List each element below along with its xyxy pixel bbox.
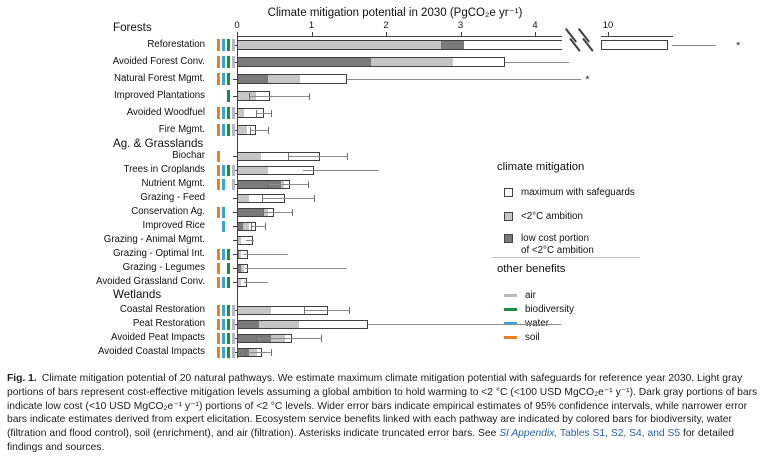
legend-swatch (504, 234, 513, 243)
error-bar-cap (308, 181, 309, 188)
pathway-label: Trees in Croplands (123, 164, 205, 175)
x-axis-tick-label: 0 (234, 20, 240, 31)
benefit-tick-air (232, 124, 235, 136)
benefit-tick-soil (217, 277, 220, 288)
error-bar-cap (309, 93, 310, 100)
benefit-tick-soil (217, 319, 220, 330)
pathway-label: Grazing - Feed (140, 192, 205, 203)
pathway-label: Coastal Restoration (119, 304, 205, 315)
caption-link[interactable]: Tables S1, S2, S4, and S5 (559, 428, 681, 440)
bar-max (601, 40, 668, 50)
x-axis-tick (386, 32, 387, 36)
benefit-tick-water (222, 107, 225, 119)
error-bar (246, 240, 254, 241)
benefit-tick-water (222, 56, 225, 68)
legend-air-swatch (504, 294, 517, 297)
benefit-tick-biodiversity (227, 263, 230, 274)
bar-ambition (238, 195, 249, 202)
x-axis-tick-label: 2 (383, 20, 389, 31)
error-bar-cap (304, 307, 305, 314)
pathway-label: Peat Restoration (132, 318, 205, 329)
benefit-tick-biodiversity (227, 56, 230, 68)
benefit-tick-biodiversity (227, 319, 230, 330)
pathway-label: Reforestation (147, 39, 205, 50)
benefit-tick-air (232, 39, 235, 51)
bar-lowcost (238, 265, 241, 272)
benefit-tick-air (232, 305, 235, 316)
benefit-tick-biodiversity (227, 124, 230, 136)
pathway-label: Conservation Ag. (131, 206, 205, 217)
x-axis-line (601, 36, 673, 37)
benefit-tick-biodiversity (227, 249, 230, 260)
bar-lowcost (238, 223, 243, 230)
benefit-tick-biodiversity (227, 165, 230, 176)
legend-climate-title: climate mitigation (497, 161, 585, 173)
pathway-label: Fire Mgmt. (158, 124, 205, 135)
figure-caption (7, 372, 761, 455)
error-bar-cap (321, 335, 322, 342)
error-bar-cap (246, 349, 247, 356)
benefit-tick-water (222, 207, 225, 218)
x-axis-tick-label: 10 (602, 20, 614, 31)
error-bar-cap (251, 223, 252, 230)
error-bar (263, 212, 292, 213)
x-axis-line (237, 36, 562, 37)
benefit-tick-water (222, 73, 225, 85)
error-bar-cap (263, 209, 264, 216)
error-bar-cap (314, 195, 315, 202)
x-axis-tick-label: 4 (532, 20, 538, 31)
error-bar-cap (265, 223, 266, 230)
error-bar (256, 338, 322, 339)
benefit-tick-biodiversity (227, 347, 230, 358)
error-bar-cap (268, 181, 269, 188)
x-axis-tick (535, 32, 536, 36)
benefit-tick-soil (217, 73, 220, 85)
benefit-tick-water (222, 333, 225, 344)
error-bar (250, 130, 268, 131)
legend-item-label: <2°C ambition (521, 211, 583, 222)
group-header: Forests (113, 21, 152, 34)
error-bar-cap (347, 153, 348, 160)
benefit-tick-air (232, 179, 235, 190)
x-axis-tick (237, 32, 238, 36)
error-bar (246, 352, 271, 353)
bar-lowcost (238, 209, 263, 216)
benefit-tick-biodiversity (227, 73, 230, 85)
pathway-label: Avoided Coastal Impacts (98, 346, 205, 357)
error-bar (288, 156, 347, 157)
legend-item-label: air (525, 290, 536, 301)
benefit-tick-water (222, 347, 225, 358)
bar-ambition (238, 126, 247, 134)
error-bar (268, 184, 308, 185)
caption-fig-number: Fig. 1. (7, 373, 37, 384)
error-bar (304, 310, 349, 311)
x-axis-tick-label: 1 (308, 20, 315, 31)
bar-lowcost (238, 75, 268, 83)
bar-max (237, 320, 368, 329)
benefit-tick-water (222, 277, 225, 288)
pathway-label: Avoided Peat Impacts (110, 332, 205, 343)
benefit-tick-soil (217, 124, 220, 136)
benefit-tick-biodiversity (227, 39, 230, 51)
error-bar-cap (256, 335, 257, 342)
legend-benefits-title: other benefits (497, 263, 566, 275)
benefit-tick-biodiversity (227, 333, 230, 344)
benefit-tick-air (232, 165, 235, 176)
error-bar-cap (292, 209, 293, 216)
benefit-tick-water (222, 179, 225, 190)
legend-soil-swatch (504, 336, 517, 339)
benefit-tick-biodiversity (227, 277, 230, 288)
benefit-tick-soil (217, 347, 220, 358)
benefit-tick-soil (217, 107, 220, 119)
error-bar (244, 282, 268, 283)
error-bar-cap (250, 127, 251, 134)
error-bar (505, 62, 568, 63)
benefit-tick-soil (217, 179, 220, 190)
group-header: Wetlands (113, 288, 162, 301)
x-axis-tick (312, 32, 313, 36)
error-bar (303, 170, 379, 171)
benefit-tick-water (222, 221, 225, 232)
truncation-asterisk: * (736, 40, 741, 52)
error-bar-cap (288, 153, 289, 160)
pathway-label: Grazing - Legumes (122, 262, 205, 273)
error-bar-cap (249, 93, 250, 100)
chart-title: Climate mitigation potential in 2030 (PgCO₂e yr⁻¹) (267, 7, 523, 19)
bar-ambition (238, 279, 241, 286)
bar-lowcost (238, 58, 371, 66)
benefit-tick-water (222, 124, 225, 136)
legend-biodiversity-swatch (504, 308, 517, 311)
legend-divider (492, 257, 640, 258)
error-bar-cap (349, 307, 350, 314)
pathway-label: Grazing - Animal Mgmt. (103, 234, 205, 245)
benefit-tick-soil (217, 305, 220, 316)
bar-ambition (238, 109, 244, 117)
benefit-tick-soil (217, 151, 220, 162)
benefit-tick-water (222, 249, 225, 260)
bar-ambition (238, 41, 464, 49)
legend-swatch (504, 188, 513, 197)
benefit-tick-soil (217, 263, 220, 274)
benefit-tick-soil (217, 249, 220, 260)
bar-ambition (238, 153, 261, 160)
benefit-tick-soil (217, 39, 220, 51)
pathway-label: Avoided Forest Conv. (112, 56, 205, 67)
error-bar-cap (271, 110, 272, 117)
benefit-tick-soil (217, 333, 220, 344)
bar-ambition (238, 237, 241, 244)
x-axis-tick (461, 32, 462, 36)
pathway-label: Nutrient Mgmt. (141, 178, 205, 189)
error-bar-cap (256, 110, 257, 117)
legend-item-label: biodiversity (525, 304, 575, 315)
error-bar (243, 254, 288, 255)
benefit-tick-air (232, 107, 235, 119)
pathway-label: Improved Plantations (113, 90, 205, 101)
benefit-tick-soil (217, 56, 220, 68)
error-bar-cap (271, 349, 272, 356)
x-axis-tick (608, 32, 609, 36)
pathway-label: Biochar (172, 150, 205, 161)
legend-item-label: low cost portion of <2°C ambition (521, 233, 594, 256)
caption-text: for detailed findings and sources. (7, 428, 734, 453)
bar-lowcost (441, 41, 464, 49)
bar-lowcost (238, 251, 239, 258)
bar-ambition (238, 307, 271, 314)
truncation-asterisk: * (585, 74, 590, 86)
benefit-tick-biodiversity (227, 107, 230, 119)
group-header: Ag. & Grasslands (113, 137, 204, 150)
error-bar (368, 324, 561, 325)
error-bar (262, 198, 314, 199)
caption-link[interactable]: SI Appendix, (499, 428, 558, 440)
pathway-label: Grazing - Optimal Int. (112, 248, 205, 259)
error-bar (245, 268, 347, 269)
legend-item-label: soil (525, 332, 540, 343)
benefit-tick-soil (217, 165, 220, 176)
pathway-label: Avoided Grassland Conv. (96, 276, 205, 287)
bar-max (237, 40, 562, 50)
error-bar-cap (268, 127, 269, 134)
bar-lowcost (238, 321, 259, 328)
pathway-label: Avoided Woodfuel (126, 107, 205, 118)
error-bar (347, 79, 581, 80)
caption-text: Climate mitigation potential of 20 natural pathways. We estimate maximum climate mitigation potential with safeguards for reference year 2030. Light gray portions of bars represent cost-effective mitigation levels assuming a global ambition to hold warming to <2 °C (<100 USD MgCO₂e⁻¹ y⁻¹). Dark gray portions of bars indicate low cost (<10 USD MgCO₂e⁻¹ y⁻¹) portions of <2 °C levels. Wider error bars indicate empirical estimates of 95% confidence intervals, while narrower error bars indicate estimates derived from expert elicitation. Ecosystem service benefits linked with each pathway are indicated by colored bars for biodiversity, water (filtration and flood control), soil (enrichment), and air (filtration). Asterisks indicate truncated error bars. See (7, 373, 758, 440)
pathway-label: Natural Forest Mgmt. (114, 73, 205, 84)
benefit-tick-soil (217, 207, 220, 218)
error-bar (249, 96, 309, 97)
benefit-tick-water (222, 165, 225, 176)
benefit-tick-water (222, 319, 225, 330)
pathway-label: Improved Rice (142, 220, 205, 231)
bar-max (237, 57, 505, 67)
benefit-tick-air (232, 333, 235, 344)
x-axis-tick-label: 3 (457, 20, 464, 31)
legend-swatch (504, 212, 513, 221)
benefit-tick-water (222, 305, 225, 316)
benefit-tick-air (232, 347, 235, 358)
benefit-tick-air (232, 56, 235, 68)
legend-item-label: maximum with safeguards (521, 187, 635, 198)
error-bar-cap (262, 195, 263, 202)
error-bar (251, 226, 264, 227)
benefit-tick-biodiversity (227, 90, 230, 102)
error-bar (256, 113, 272, 114)
benefit-tick-biodiversity (227, 305, 230, 316)
bar-max (237, 74, 347, 84)
benefit-tick-air (232, 319, 235, 330)
error-bar (672, 45, 716, 46)
bar-ambition (238, 167, 268, 174)
benefit-tick-water (222, 39, 225, 51)
